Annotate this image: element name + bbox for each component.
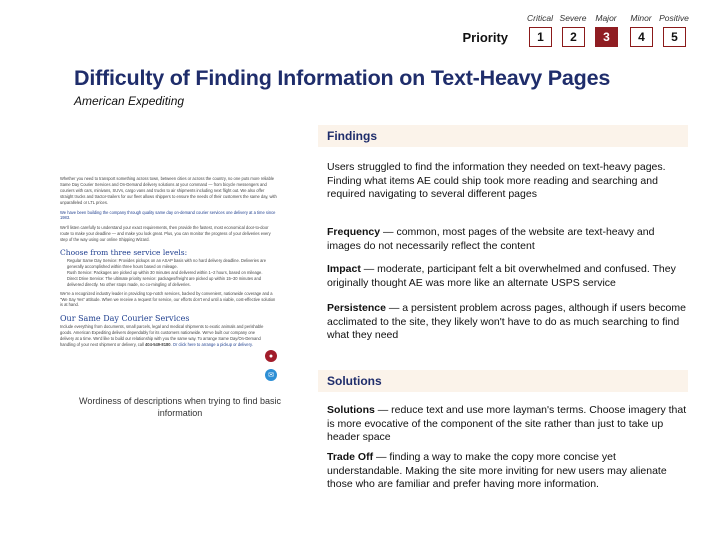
page-subtitle: American Expediting [74,94,185,108]
priority-title: Priority [462,30,508,45]
tradeoff-text: — finding a way to make the copy more concise yet understandable. Making the site more inviting for new users may alienate those who are familiar and prefer having more information. [327,451,667,491]
findings-heading: Findings [318,125,688,147]
findings-impact [327,263,687,290]
findings-summary: Users struggled to find the information they needed on text-heavy pages. Finding what items AE could ship took more reading and searching and required navigating to several different pages [327,161,666,201]
priority-label-minor: Minor [630,13,652,23]
impact-text: — moderate, participant felt a bit overwhelmed and confused. They originally thought AE was more like an alternate USPS service [327,263,676,289]
priority-box-minor: 4 [630,27,653,47]
message-icon: ✉ [265,369,277,381]
screenshot-paragraph-2: We'll listen carefully to understand your exact requirements, then provide the fastest, most economical door-to-door route to make your deadline — and make you look great. Plus, you can monitor the progress of your deliveries every step of the way using our online Shipping Wizard. [60,225,271,243]
priority-label-positive: Positive [659,13,689,23]
tradeoff-label: Trade Off [327,451,374,463]
frequency-text: — common, most pages of the website are text-heavy and images do not necessarily reflect the content [327,226,655,252]
impact-label: Impact [327,263,361,275]
findings-persistence [327,302,687,343]
screenshot-service-list [60,258,278,288]
screenshot-bullet: • Regular Same Day Service: Provides pickups on an ASAP basis with no hard delivery deadline. Deliveries are generally accomplished within three hours based on mileage. [67,258,278,270]
priority-labels [522,13,692,25]
screenshot-highlight: We have been building the company through quality same day on-demand courier services one delivery at a time since 1983. [60,209,276,221]
priority-box-positive: 5 [663,27,686,47]
screenshot-bullet: • Rush Service: Packages are picked up within 30 minutes and delivered within 1–2 hours, based on mileage. [67,270,278,276]
findings-frequency [327,226,687,253]
screenshot-intro: Whether you need to transport something across town, between cities or across the country, no one puts more reliable Same Day Courier Services and On-Demand delivery solutions at your command — from bicycle messengers and couriers with cars, minivans, SUVs, cargo vans and trucks to air shipments including next flight out. We also offer straight trucks and tractor-trailers for our fleet allows shippers to ensure the needs of their customers the same day, with unparalleled or LTL prices. [60,176,277,205]
screenshot-heading-service-levels: Choose from three service levels: [60,248,188,258]
screenshot-heading-courier-services: Our Same Day Courier Services [60,314,190,324]
priority-label-critical: Critical [527,13,553,23]
priority-label-severe: Severe [559,13,587,23]
priority-box-major-selected: 3 [595,27,618,47]
solutions-heading: Solutions [318,370,688,392]
solutions-solution [327,404,687,445]
solutions-tradeoff [327,451,687,492]
persistence-label: Persistence [327,302,386,314]
screenshot-paragraph-4 [60,324,278,348]
priority-label-major: Major [595,13,617,23]
screenshot-cta: . Or click here to arrange a pickup or delivery. [170,342,253,348]
screenshot-paragraph-3: We're a recognized industry leader in providing top-notch services, backed by convenient, nationwide coverage and a "We Say Yes" attitude. When we receive a request for service, our efforts don't end until a viable, cost-effective solution is at hand. [60,290,276,308]
screenshot-phone: 404-549-8180 [145,342,171,348]
chat-bubble-icon: ● [265,350,277,362]
priority-box-critical: 1 [529,27,552,47]
persistence-text: — a persistent problem across pages, although if users become acclimated to the site, they likely won't have to do as much searching to find what they need [327,302,686,342]
screenshot-bullet: • Direct Drive Service: The ultimate priority service: packages/freight are picked up within 15–30 minutes and delivered directly. No other stops made, no co-mingling of deliveries. [67,276,278,288]
priority-box-severe: 2 [562,27,585,47]
solution-text: — reduce text and use more layman's terms. Choose imagery that is more evocative of the component of the site rather than just to take up header space [327,404,687,444]
page-title: Difficulty of Finding Information on Text-Heavy Pages [74,66,611,90]
solution-label: Solutions [327,404,375,416]
screenshot-paragraph-4-text: Include everything from documents, small parcels, legal and medical shipments to exotic animals and perishable goods. American Expediting delivers dependably for its customers nationwide. We've built our company one delivery at a time. We'd like to build our relationship with you the same way. To arrange Same Day/On-Demand handling of your next shipment or delivery, call [60,324,264,348]
frequency-label: Frequency [327,226,381,238]
website-screenshot [60,176,278,388]
screenshot-caption: Wordiness of descriptions when trying to find basic information [79,396,281,418]
